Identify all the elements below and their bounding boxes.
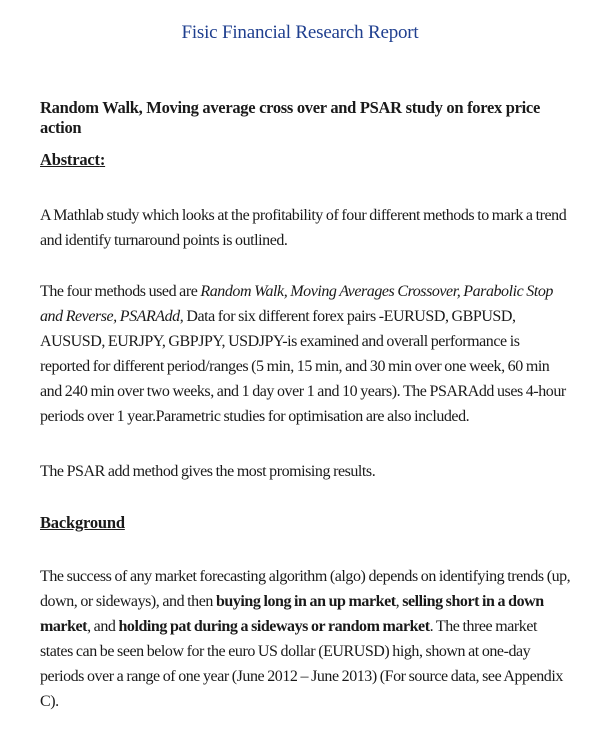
abstract-paragraph-3: The PSAR add method gives the most promising results. <box>40 463 376 480</box>
background-p1-text-1: The success of any market forecasting algorithm (algo) depends on identifying trends (up, down, or sideways), and then <box>40 568 571 610</box>
abstract-heading <box>40 150 105 170</box>
report-subtitle: Random Walk, Moving average cross over and PSAR study on forex price action <box>40 98 540 137</box>
background-p1-bold-2: selling short in a down market <box>40 593 544 635</box>
background-p1-text-3: , and <box>87 618 119 635</box>
abstract-paragraph-2 <box>40 279 572 429</box>
report-title: Fisic Financial Research Report <box>181 22 419 43</box>
background-p1-bold-3: holding pat during a sideways or random market <box>118 618 430 635</box>
abstract-heading-colon: : <box>99 150 106 169</box>
abstract-p2-methods: Random Walk, Moving Averages Crossover, Parabolic Stop and Reverse, PSARAdd <box>40 283 553 325</box>
background-heading: Background <box>40 513 125 532</box>
abstract-p2-text-2: , Data for six different forex pairs -EURUSD, GBPUSD, AUSUSD, EURJPY, GBPJPY, USDJPY-is examined and overall performance is reported for different period/ranges (5 min, 15 min, and 30 min over one week, 60 min and 240 min over two weeks, and 1 day over 1 and 10 years). The PSARAdd uses 4-hour periods over 1 year.Parametric studies for optimisation are also included. <box>40 308 566 425</box>
background-p1-text-2: , <box>395 593 403 610</box>
background-p1-text-4: . The three market states can be seen below for the euro US dollar (EURUSD) high, shown at one-day periods over a range of one year (June 2012 – June 2013) (For source data, see Appendix C). <box>40 618 563 710</box>
abstract-paragraph-1: A Mathlab study which looks at the profitability of four different methods to mark a trend and identify turnaround points is outlined. <box>40 207 567 249</box>
abstract-p2-text-1: The four methods used are <box>40 283 201 300</box>
abstract-heading-text: Abstract <box>40 150 100 169</box>
background-paragraph-1 <box>40 564 572 714</box>
background-p1-bold-1: buying long in an up market <box>215 593 396 610</box>
